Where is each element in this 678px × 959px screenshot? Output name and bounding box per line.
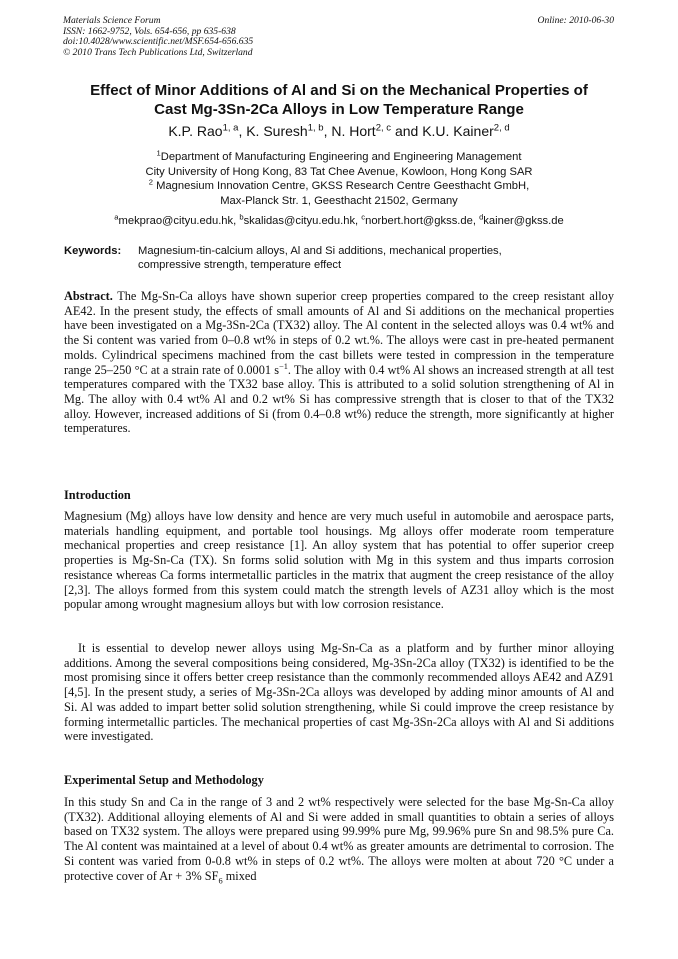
affiliation-superscript: 1 <box>156 148 161 158</box>
copyright-line: © 2010 Trans Tech Publications Ltd, Switzerland <box>63 46 253 58</box>
email-address: mekprao@cityu.edu.hk, <box>118 215 237 227</box>
chemical-subscript: 6 <box>218 875 223 885</box>
author-superscript: 2, d <box>493 122 510 134</box>
author-superscript: 1, a <box>222 122 239 134</box>
affiliation-line: $^1$Department of Manufacturing Engineering and Engineering Management <box>156 148 522 163</box>
affiliation-line: Max-Planck Str. 1, Geesthacht 21502, Germany <box>220 194 458 207</box>
paper-title <box>40 81 638 119</box>
email-superscript: a <box>114 212 119 222</box>
keywords-block <box>64 244 616 273</box>
journal-header <box>63 16 614 58</box>
online-date: Online: 2010-06-30 <box>537 15 614 26</box>
section-heading-introduction: Introduction <box>64 488 131 502</box>
keywords-text: Magnesium-tin-calcium alloys, Al and Si additions, mechanical properties, compressive strength, temperature effect <box>138 245 502 272</box>
abstract-label: Abstract. <box>64 289 113 303</box>
email-superscript: d <box>479 212 484 222</box>
author-superscript: 2, c <box>375 122 392 134</box>
email-address: norbert.hort@gkss.de, <box>365 215 476 227</box>
affiliation-line: City University of Hong Kong, 83 Tat Chee Avenue, Kowloon, Hong Kong SAR <box>145 165 533 178</box>
author-list: K.P. Rao$^{1, a}$, K. Suresh$^{1, b}$, N. Hort$^{2, c}$ and K.U. Kainer$^{2, d}$ <box>168 122 510 139</box>
experimental-paragraph: In this study Sn and Ca in the range of 3 and 2 wt% respectively were selected for the base Mg-Sn-Ca alloy (TX32). Additional alloying elements of Al and Si were added in small quantities to obtain a series of alloys based on TX32 system. The alloys were prepared using 99.99% pure Mg, 99.96% pure Sn and 98.5% pure Ca. The Al content was maintained at a level of about 0.4 wt% as greater amounts are detrimental to corrosion. The Si content was varied from 0-0.8 wt% in steps of 0.2 wt%. The alloys were molten at about 720 °C under a protective cover of Ar + 3% $SF_6$ mixed <box>64 795 614 885</box>
author-emails <box>30 214 648 228</box>
section-heading-experimental: Experimental Setup and Methodology <box>64 773 264 787</box>
affiliation-superscript: 2 <box>148 177 154 187</box>
email-address: skalidas@cityu.edu.hk, <box>243 215 359 227</box>
abstract-paragraph: Abstract. The Mg-Sn-Ca alloys have shown superior creep properties compared to the creep resistant alloy AE42. In the present study, the effects of small amounts of Al and Si additions on the mechanical properties have been investigated on a Mg-3Sn-2Ca (TX32) alloy. The Al content in the selected alloys was 0.4 wt% and the Si content was varied from 0–0.8 wt% in steps of 0.2 wt.%. The alloys were cast in pre-heated permanent molds. Cylindrical specimens machined from the cast billets were tested in compression in the temperature range 25–250 °C at a strain rate of 0.0001 $s^{-1}$. The alloy with 0.4 wt% Al shows an increased strength at all test temperatures compared with the TX32 base alloy. This is attributed to a solid solution strengthening of Al in Mg. The alloy with 0.4 wt% Al and 0.2 wt% Si has compressive strength that is closer to that of the TX32 alloy. However, increased additions of Si (from 0.4–0.8 wt%) reduce the strength, more significantly at higher temperatures. <box>64 289 614 436</box>
affiliations <box>40 150 638 208</box>
author-name: K.U. Kainer <box>422 123 494 139</box>
title-line-1: Effect of Minor Additions of Al and Si on the Mechanical Properties of <box>90 82 588 99</box>
author-name: K. Suresh <box>246 123 308 139</box>
email-address: kainer@gkss.de <box>483 215 564 227</box>
issn-line: ISSN: 1662-9752, Vols. 654-656, pp 635-638 <box>63 25 236 37</box>
introduction-paragraph-2: It is essential to develop newer alloys using Mg-Sn-Ca as a platform and by further minor alloying additions. Among the several compositions being considered, Mg-3Sn-2Ca alloy (TX32) is identified to be the most promising since it offers better creep resistance than the commonly recommended alloys AE42 and AZ91 [4,5]. In the present study, a series of Mg-3Sn-2Ca alloys was developed by adding minor amounts of Al and Si. Al was added to impart better solid solution strengthening, while Si could improve the creep resistance by forming intermetallic particles. The mechanical properties of cast Mg-3Sn-2Ca alloys with Al and Si additions were investigated. <box>64 641 614 744</box>
author-conjunction: and <box>394 123 419 139</box>
author-name: N. Hort <box>331 123 376 139</box>
keywords-label: Keywords: <box>64 245 122 257</box>
email-superscript: b <box>239 212 244 222</box>
introduction-paragraph-1: Magnesium (Mg) alloys have low density and hence are very much useful in automobile and aerospace parts, materials handling equipment, and portable tool housings. Mg alloys offer moderate room temperature mechanical properties and creep resistance [1]. An alloy system that has potential to offer superior creep properties is Mg-Sn-Ca (TX). Sn forms solid solution with Mg in this system and thus imparts corrosion resistance whereas Ca forms intermetallic particles in the matrix that augment the creep resistance of the alloy [2,3]. The alloys formed from this system could match the strength levels of AZ31 alloy which is the most popular among wrought magnesium alloys but with low corrosion resistance. <box>64 509 614 612</box>
email-superscript: c <box>361 212 366 222</box>
author-name: K.P. Rao <box>168 123 223 139</box>
author-superscript: 1, b <box>307 122 324 134</box>
journal-name: Materials Science Forum <box>63 15 161 26</box>
affiliation-line: $^2$ Magnesium Innovation Centre, GKSS Research Centre Geesthacht GmbH, <box>148 177 530 193</box>
doi-line: doi:10.4028/www.scientific.net/MSF.654-656.635 <box>63 36 254 48</box>
title-line-2: Cast Mg-3Sn-2Ca Alloys in Low Temperature Range <box>154 101 524 118</box>
unit-exponent: −1 <box>278 361 288 371</box>
